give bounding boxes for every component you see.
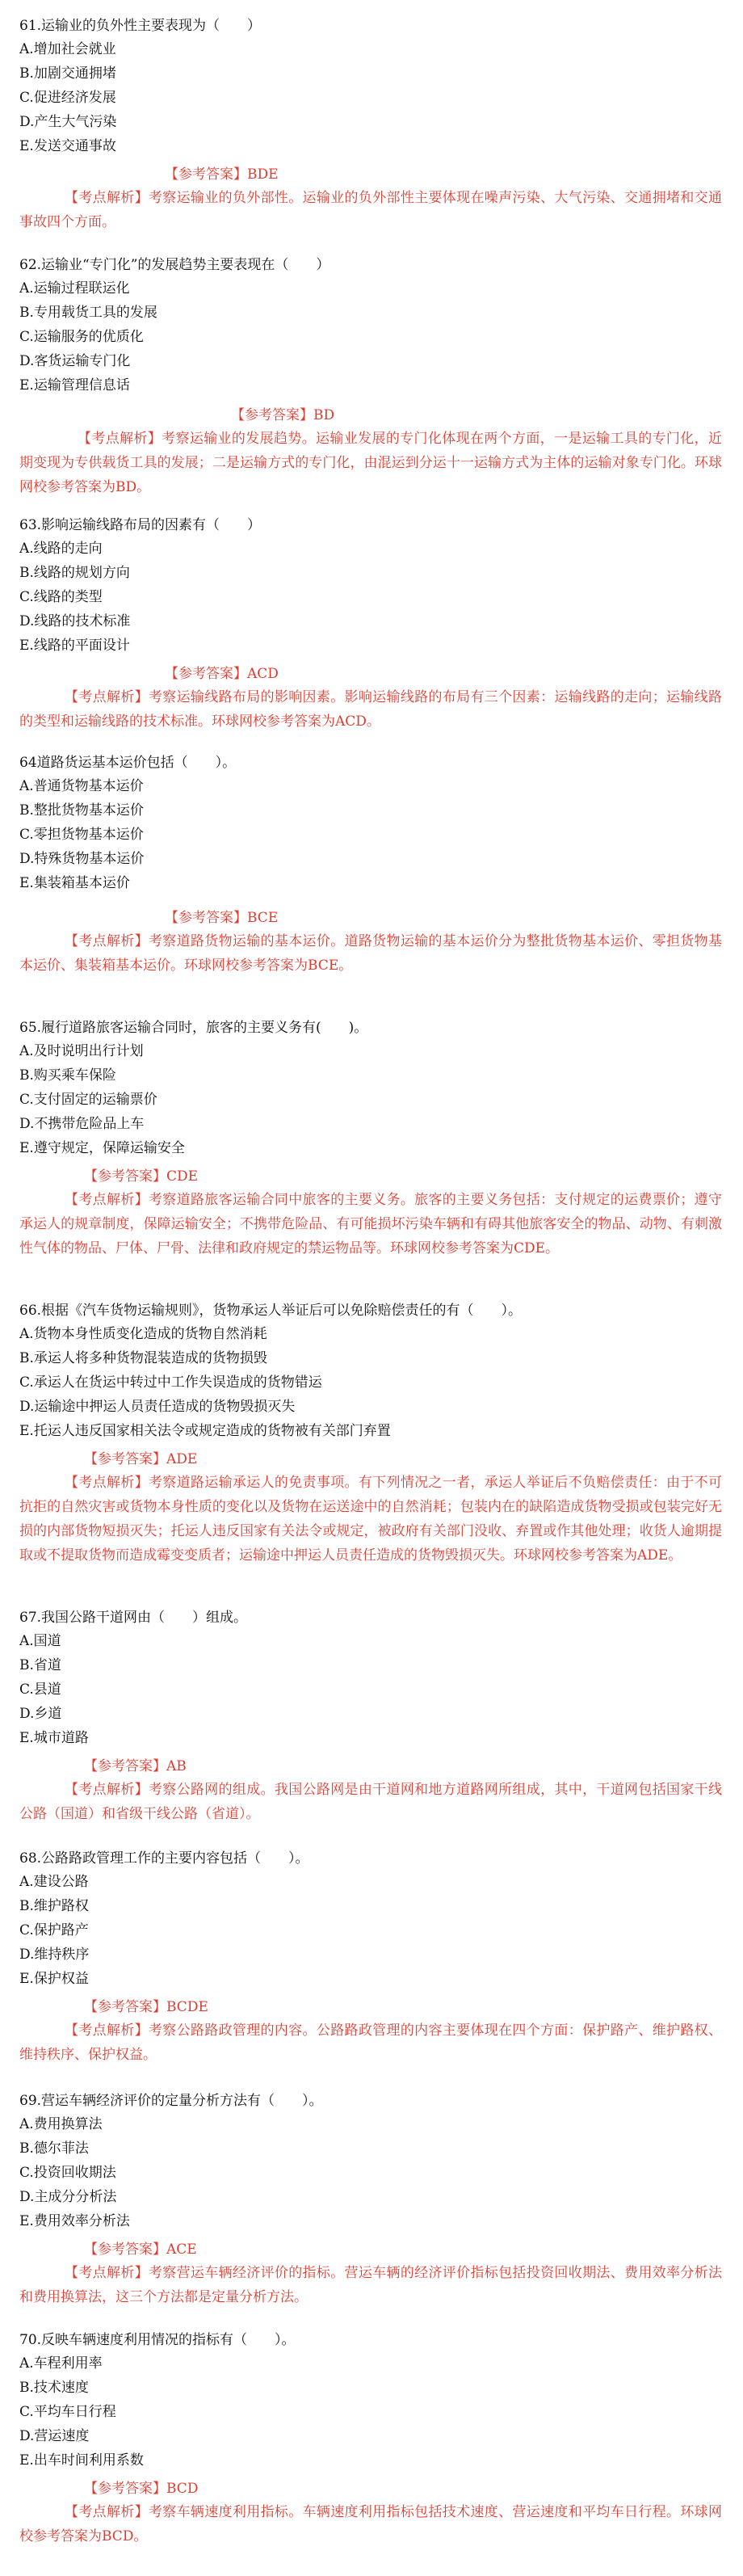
reference-answer: 【参考答案】BDE — [165, 166, 279, 183]
question-69 — [19, 2090, 722, 2329]
question-stem: 69.营运车辆经济评价的定量分析方法有（ ）。 — [19, 2093, 323, 2109]
option-e: E.托运人违反国家相关法令或规定造成的货物被有关部门弃置 — [19, 1423, 391, 1439]
option-e: E.发送交通事故 — [19, 138, 116, 154]
question-stem: 64道路货运基本运价包括（ ）。 — [19, 755, 237, 771]
option-c: C.支付固定的运输票价 — [19, 1092, 157, 1108]
answer-analysis: 【考点解析】考察运输业的负外部性。运输业的负外部性主要体现在噪声污染、大气污染、交通拥堵和交通事故四个方面。 — [19, 190, 722, 230]
question-stem: 61.运输业的负外性主要表现为（ ） — [19, 18, 262, 34]
reference-answer: 【参考答案】BD — [231, 407, 335, 423]
option-b: B.技术速度 — [19, 2380, 89, 2396]
answer-analysis: 【考点解析】考察运输线路布局的影响因素。影响运输线路的布局有三个因素：运输线路的走向；运输线路的类型和运输线路的技术标准。环球网校参考答案为ACD。 — [19, 689, 722, 730]
question-stem: 67.我国公路干道网由（ ）组成。 — [19, 1610, 248, 1626]
reference-answer: 【参考答案】ACD — [165, 666, 279, 682]
option-e: E.遵守规定，保障运输安全 — [19, 1140, 185, 1156]
option-b: B.承运人将多种货物混装造成的货物损毁 — [19, 1350, 267, 1366]
question-67 — [19, 1606, 722, 1847]
option-d: D.不携带危险品上车 — [19, 1116, 145, 1132]
option-a: A.及时说明出行计划 — [19, 1043, 144, 1059]
option-b: B.专用载货工具的发展 — [19, 305, 157, 321]
reference-answer: 【参考答案】AB — [84, 1758, 187, 1774]
option-a: A.费用换算法 — [19, 2116, 103, 2132]
option-a: A.货物本身性质变化造成的货物自然消耗 — [19, 1326, 267, 1342]
answer-analysis: 【考点解析】考察车辆速度利用指标。车辆速度利用指标包括技术速度、营运速度和平均车日行程。环球网校参考答案为BCD。 — [19, 2504, 722, 2544]
option-c: C.承运人在货运中转过中工作失误造成的货物错运 — [19, 1374, 322, 1391]
option-d: D.主成分分析法 — [19, 2189, 117, 2205]
question-70 — [19, 2329, 722, 2568]
option-c: C.投资回收期法 — [19, 2165, 116, 2181]
question-61 — [19, 15, 722, 254]
option-d: D.线路的技术标准 — [19, 613, 131, 629]
answer-analysis: 【考点解析】考察道路货物运输的基本运价。道路货物运输的基本运价分为整批货物基本运价、零担货物基本运价、集装箱基本运价。环球网校参考答案为BCE。 — [19, 933, 722, 974]
question-62 — [19, 254, 722, 514]
answer-analysis: 【考点解析】考察道路旅客运输合同中旅客的主要义务。旅客的主要义务包括：支付规定的运费票价；遵守承运人的规章制度，保障运输安全；不携带危险品、有可能损坏污染车辆和有碍其他旅客安全的物品、动物、有刺激性气体的物品、尸体、尸骨、法律和政府规定的禁运物品等。环球网校参考答案为CDE。 — [19, 1192, 722, 1256]
question-stem: 65.履行道路旅客运输合同时，旅客的主要义务有( )。 — [19, 1020, 368, 1036]
option-a: A.国道 — [19, 1633, 61, 1649]
reference-answer: 【参考答案】BCD — [84, 2481, 199, 2497]
reference-answer: 【参考答案】ACE — [84, 2241, 197, 2258]
option-b: B.整批货物基本运价 — [19, 802, 144, 819]
option-a: A.建设公路 — [19, 1874, 89, 1890]
option-b: B.德尔菲法 — [19, 2140, 89, 2157]
option-d: D.乡道 — [19, 1706, 62, 1722]
option-b: B.购买乘车保险 — [19, 1067, 116, 1084]
question-stem: 63.影响运输线路布局的因素有（ ） — [19, 517, 262, 533]
option-e: E.集装箱基本运价 — [19, 875, 130, 891]
option-d: D.产生大气污染 — [19, 114, 117, 130]
reference-answer: 【参考答案】BCE — [165, 910, 279, 926]
question-stem: 66.根据《汽车货物运输规则》，货物承运人举证后可以免除赔偿责任的有（ ）。 — [19, 1303, 523, 1319]
option-b: B.维护路权 — [19, 1898, 89, 1914]
option-e: E.费用效率分析法 — [19, 2213, 130, 2229]
option-b: B.线路的规划方向 — [19, 565, 130, 581]
option-e: E.线路的平面设计 — [19, 638, 130, 654]
option-a: A.增加社会就业 — [19, 41, 116, 57]
question-stem: 62.运输业“专门化”的发展趋势主要表现在（ ） — [19, 257, 330, 273]
reference-answer: 【参考答案】CDE — [84, 1168, 199, 1185]
option-a: A.线路的走向 — [19, 541, 103, 557]
answer-analysis: 【考点解析】考察公路网的组成。我国公路网是由干道网和地方道路网所组成，其中，干道网包括国家干线公路（国道）和省级干线公路（省道）。 — [19, 1782, 722, 1822]
answer-analysis: 【考点解析】考察营运车辆经济评价的指标。营运车辆的经济评价指标包括投资回收期法、费用效率分析法和费用换算法，这三个方法都是定量分析方法。 — [19, 2265, 722, 2305]
reference-answer: 【参考答案】ADE — [84, 1451, 198, 1467]
option-b: B.加剧交通拥堵 — [19, 65, 116, 82]
option-c: C.保护路产 — [19, 1922, 89, 1938]
reference-answer: 【参考答案】BCDE — [84, 1999, 208, 2015]
question-63 — [19, 514, 722, 751]
option-e: E.城市道路 — [19, 1730, 89, 1746]
option-d: D.维持秩序 — [19, 1947, 90, 1963]
option-c: C.县道 — [19, 1682, 61, 1698]
option-a: A.普通货物基本运价 — [19, 778, 144, 794]
option-d: D.特殊货物基本运价 — [19, 851, 145, 867]
option-b: B.省道 — [19, 1657, 61, 1673]
question-64 — [19, 751, 722, 1017]
question-65 — [19, 1017, 722, 1299]
answer-analysis: 【考点解析】考察道路运输承运人的免责事项。有下列情况之一者，承运人举证后不负赔偿责任：由于不可抗拒的自然灾害或货物本身性质的变化以及货物在运送途中的自然消耗；包装内在的缺陷造成货物受损或包装完好无损的内部货物短损灭失；托运人违反国家有关法令或规定，被政府有关部门没收、弃置或作其他处理；收货人逾期提取或不提取货物而造成霉变变质者；运输途中押运人员责任造成的货物毁损灭失。环球网校参考答案为ADE。 — [19, 1475, 722, 1564]
question-68 — [19, 1847, 722, 2090]
option-e: E.出车时间利用系数 — [19, 2452, 144, 2469]
question-66 — [19, 1299, 722, 1606]
answer-analysis: 【考点解析】考察公路路政管理的内容。公路路政管理的内容主要体现在四个方面：保护路产、维护路权、维持秩序、保护权益。 — [19, 2022, 722, 2063]
option-e: E.运输管理信息话 — [19, 377, 130, 394]
option-d: D.客货运输专门化 — [19, 353, 131, 369]
option-c: C.线路的类型 — [19, 589, 103, 605]
option-c: C.运输服务的优质化 — [19, 329, 144, 345]
option-d: D.运输途中押运人员责任造成的货物毁损灭失 — [19, 1399, 296, 1415]
option-c: C.促进经济发展 — [19, 90, 116, 106]
option-a: A.车程利用率 — [19, 2355, 103, 2372]
answer-analysis: 【考点解析】考察运输业的发展趋势。运输业发展的专门化体现在两个方面，一是运输工具的专门化，近期变现为专供载货工具的发展；二是运输方式的专门化，由混运到分运十一运输方式为主体的运输对象专门化。环球网校参考答案为BD。 — [19, 431, 722, 495]
option-e: E.保护权益 — [19, 1971, 89, 1987]
option-a: A.运输过程联运化 — [19, 280, 130, 297]
question-stem: 70.反映车辆速度利用情况的指标有（ ）。 — [19, 2332, 296, 2348]
option-c: C.平均车日行程 — [19, 2404, 116, 2420]
option-c: C.零担货物基本运价 — [19, 827, 144, 843]
option-d: D.营运速度 — [19, 2428, 90, 2444]
question-stem: 68.公路路政管理工作的主要内容包括（ ）。 — [19, 1850, 309, 1867]
